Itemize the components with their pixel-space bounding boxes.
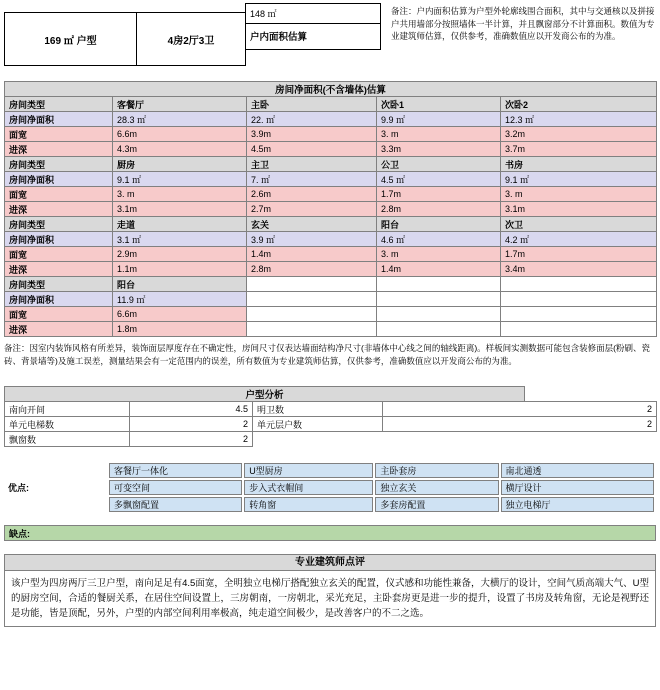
- cell-type: 主卧: [247, 97, 377, 112]
- cell-width: 3. m: [377, 127, 501, 142]
- cell-depth: 2.8m: [247, 262, 377, 277]
- analysis-value: 2: [383, 417, 657, 432]
- pro-feature: 独立玄关: [375, 480, 498, 495]
- cell-type: 玄关: [247, 217, 377, 232]
- cell-area: 7. ㎡: [247, 172, 377, 187]
- pro-feature: 多套房配置: [375, 497, 498, 512]
- cell-area: 22. ㎡: [247, 112, 377, 127]
- cell-width: 2.6m: [247, 187, 377, 202]
- room-table-row: [5, 202, 657, 217]
- row-label-area: 房间净面积: [5, 172, 113, 187]
- pros-label: 优点:: [4, 463, 107, 512]
- row-label-depth: 进深: [5, 322, 113, 337]
- pro-feature: 可变空间: [109, 480, 242, 495]
- pro-feature: 客餐厅一体化: [109, 463, 242, 478]
- unit-size-cell: 169 ㎡ 户型: [4, 12, 137, 66]
- pro-feature: 横厅设计: [501, 480, 654, 495]
- cell-depth: 3.7m: [501, 142, 657, 157]
- row-label-type: 房间类型: [5, 277, 113, 292]
- cell-width: [501, 307, 657, 322]
- room-table-title: 房间净面积(不含墙体)估算: [5, 82, 657, 97]
- cell-area: [377, 292, 501, 307]
- cell-depth: 4.5m: [247, 142, 377, 157]
- room-table-row: [5, 307, 657, 322]
- cell-depth: 2.8m: [377, 202, 501, 217]
- inner-area-value: 148 ㎡: [246, 4, 380, 24]
- cell-depth: 2.7m: [247, 202, 377, 217]
- cell-type: 主卫: [247, 157, 377, 172]
- review-text: 该户型为四房两厅三卫户型，南向足足有4.5面宽，全明独立电梯厅搭配独立玄关的配置，仪式感和功能性兼备，大横厅的设计，空间气质高端大气、U型的厨房空间，合适的餐厨关系，在居住空间设置上，三房朝南，一房朝北，采光充足，主卧套房更是进一步的提升，设置了书房及转角窗，无论是视野还是功能，皆是顶配，另外，户型的内部空间利用率极高，纯走道空间极少，是改善客户的不二之选。: [4, 571, 656, 627]
- room-table-row: [5, 157, 657, 172]
- analysis-label: 单元层户数: [253, 417, 383, 432]
- row-label-width: 面宽: [5, 127, 113, 142]
- cell-width: 3. m: [113, 187, 247, 202]
- cell-area: 9.9 ㎡: [377, 112, 501, 127]
- pros-row: [4, 463, 654, 478]
- cell-type: 阳台: [377, 217, 501, 232]
- cell-area: 4.5 ㎡: [377, 172, 501, 187]
- room-table-row: [5, 262, 657, 277]
- row-label-width: 面宽: [5, 247, 113, 262]
- row-label-depth: 进深: [5, 202, 113, 217]
- cell-area: 4.6 ㎡: [377, 232, 501, 247]
- top-header: [4, 3, 656, 81]
- room-table-title-row: [5, 82, 657, 97]
- room-area-table: [4, 81, 657, 337]
- pro-feature: 多飘窗配置: [109, 497, 242, 512]
- room-table-row: [5, 97, 657, 112]
- cell-area: 4.2 ㎡: [501, 232, 657, 247]
- measurement-note: 备注：因室内装饰风格有所差异，装饰面层厚度存在不确定性，房间尺寸仅表达墙面结构净尺寸(非墙体中心线之间的轴线距离)。样板间实测数据可能包含装修面层(粉刷、瓷砖、背景墙等)及施工误差，测量结果会有一定范围内的误差，所有数值为专业建筑师估算，仅供参考，准确数值应以开发商公布的为准。: [4, 343, 650, 366]
- analysis-label: 明卫数: [253, 402, 383, 417]
- cell-area: [247, 292, 377, 307]
- analysis-value: 4.5: [130, 402, 253, 417]
- analysis-empty: [253, 432, 657, 447]
- cell-area: 12.3 ㎡: [501, 112, 657, 127]
- inner-area-cell: [245, 3, 381, 50]
- cell-width: 3.2m: [501, 127, 657, 142]
- row-label-depth: 进深: [5, 262, 113, 277]
- cell-depth: 3.1m: [501, 202, 657, 217]
- cell-width: 1.7m: [501, 247, 657, 262]
- analysis-row: [5, 432, 657, 447]
- cell-type: [501, 277, 657, 292]
- cell-width: [247, 307, 377, 322]
- cell-depth: 1.8m: [113, 322, 247, 337]
- room-table-row: [5, 292, 657, 307]
- cell-type: 走道: [113, 217, 247, 232]
- cell-type: 次卫: [501, 217, 657, 232]
- analysis-label: 单元电梯数: [5, 417, 130, 432]
- analysis-table: [4, 386, 657, 447]
- cell-type: 阳台: [113, 277, 247, 292]
- cell-area: 28.3 ㎡: [113, 112, 247, 127]
- cell-type: [377, 277, 501, 292]
- analysis-label: 飘窗数: [5, 432, 130, 447]
- cell-width: 3. m: [377, 247, 501, 262]
- cell-width: 1.4m: [247, 247, 377, 262]
- row-label-width: 面宽: [5, 307, 113, 322]
- cell-width: 3. m: [501, 187, 657, 202]
- row-label-type: 房间类型: [5, 157, 113, 172]
- pro-feature: 独立电梯厅: [501, 497, 654, 512]
- inner-area-label: 户内面积估算: [250, 32, 308, 43]
- cell-area: 3.9 ㎡: [247, 232, 377, 247]
- cell-depth: 3.3m: [377, 142, 501, 157]
- room-table-row: [5, 172, 657, 187]
- cell-type: 次卧2: [501, 97, 657, 112]
- cell-depth: 4.3m: [113, 142, 247, 157]
- analysis-value: 2: [383, 402, 657, 417]
- cons-label: 缺点:: [9, 528, 30, 539]
- cell-depth: [377, 322, 501, 337]
- row-label-area: 房间净面积: [5, 232, 113, 247]
- cell-width: 6.6m: [113, 307, 247, 322]
- cell-area: [501, 292, 657, 307]
- analysis-row: [5, 417, 657, 432]
- cell-width: 1.7m: [377, 187, 501, 202]
- cell-depth: 3.4m: [501, 262, 657, 277]
- pro-feature: 南北通透: [501, 463, 654, 478]
- pro-feature: 转角窗: [244, 497, 373, 512]
- area-estimate-note: 备注：户内面积估算为户型外轮廓线围合面积，其中与交通核以及拼接户共用墙部分按照墙体一半计算，并且飘窗部分不计算面积。数值为专业建筑师估算，仅供参考，准确数值应以开发商公布的为准。: [391, 6, 655, 41]
- cell-type: 客餐厅: [113, 97, 247, 112]
- cell-type: 次卧1: [377, 97, 501, 112]
- cell-width: 2.9m: [113, 247, 247, 262]
- pro-feature: U型厨房: [244, 463, 373, 478]
- cell-area: 11.9 ㎡: [113, 292, 247, 307]
- cell-area: 3.1 ㎡: [113, 232, 247, 247]
- analysis-label: 南向开间: [5, 402, 130, 417]
- analysis-title-row: [5, 387, 657, 402]
- review-title: 专业建筑师点评: [4, 554, 656, 571]
- row-label-width: 面宽: [5, 187, 113, 202]
- cell-width: [377, 307, 501, 322]
- room-table-row: [5, 277, 657, 292]
- cell-type: 公卫: [377, 157, 501, 172]
- cell-width: 3.9m: [247, 127, 377, 142]
- unit-layout-cell: 4房2厅3卫: [136, 12, 246, 66]
- row-label-area: 房间净面积: [5, 292, 113, 307]
- row-label-area: 房间净面积: [5, 112, 113, 127]
- analysis-title-spacer: [525, 387, 657, 402]
- cell-width: 6.6m: [113, 127, 247, 142]
- room-table-row: [5, 322, 657, 337]
- room-table-row: [5, 217, 657, 232]
- pro-feature: 步入式衣帽间: [244, 480, 373, 495]
- cell-type: 厨房: [113, 157, 247, 172]
- pro-feature: 主卧套房: [375, 463, 498, 478]
- cell-type: [247, 277, 377, 292]
- row-label-type: 房间类型: [5, 217, 113, 232]
- review-section: [4, 554, 656, 627]
- room-table-row: [5, 142, 657, 157]
- cell-depth: 1.1m: [113, 262, 247, 277]
- cell-depth: 3.1m: [113, 202, 247, 217]
- cell-depth: 1.4m: [377, 262, 501, 277]
- analysis-row: [5, 402, 657, 417]
- room-table-row: [5, 187, 657, 202]
- cons-section: [4, 525, 656, 541]
- analysis-title: 户型分析: [5, 387, 525, 402]
- room-table-row: [5, 247, 657, 262]
- room-table-row: [5, 127, 657, 142]
- room-table-row: [5, 232, 657, 247]
- cell-depth: [247, 322, 377, 337]
- pros-section: [2, 461, 656, 514]
- cell-area: 9.1 ㎡: [113, 172, 247, 187]
- cell-depth: [501, 322, 657, 337]
- analysis-value: 2: [130, 417, 253, 432]
- room-table-row: [5, 112, 657, 127]
- cell-type: 书房: [501, 157, 657, 172]
- row-label-depth: 进深: [5, 142, 113, 157]
- row-label-type: 房间类型: [5, 97, 113, 112]
- analysis-value: 2: [130, 432, 253, 447]
- cell-area: 9.1 ㎡: [501, 172, 657, 187]
